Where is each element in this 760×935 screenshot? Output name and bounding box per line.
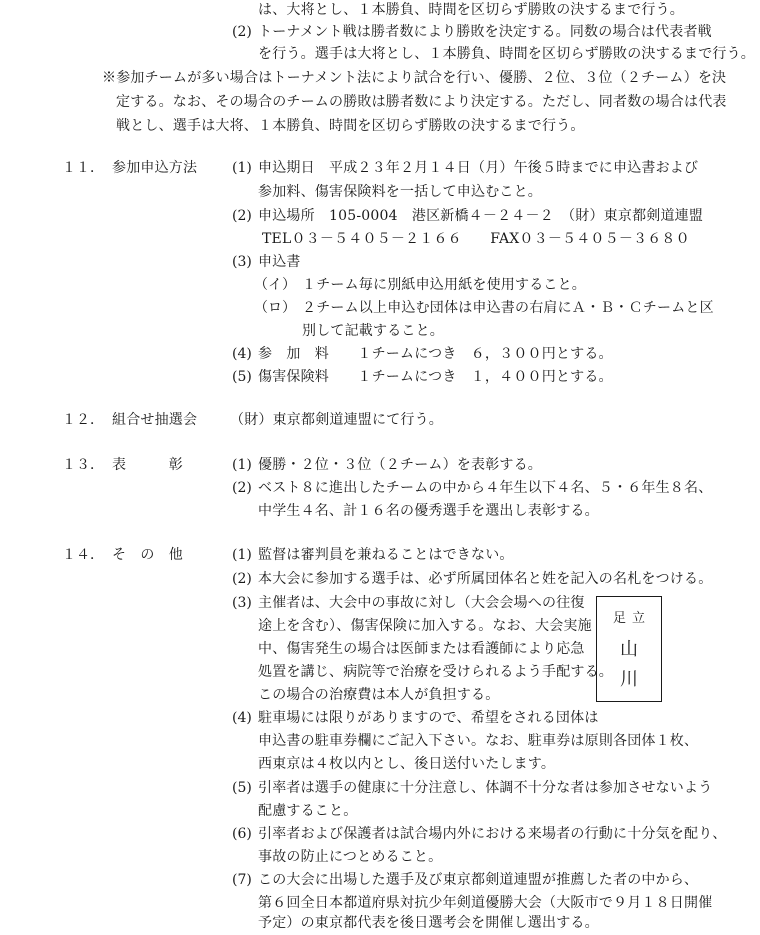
section-14-item-5-line-2: 配慮すること。 [258,803,358,819]
section-13-title: 表 彰 [112,457,183,473]
section-11-item-3b-mark: （ロ） [254,300,296,316]
section-11-item-3a-mark: （イ） [254,277,296,293]
section-14-item-4-line-1: 駐車場には限りがありますので、希望をされる団体は [258,710,599,726]
section-14-item-7-line-2: 第６回全日本都道府県対抗少年剣道優勝大会（大阪市で９月１８日開催 [258,895,713,911]
section-14-item-4-line-3: 西東京は４枚以内とし、後日送付いたします。 [258,756,556,772]
section-11-item-3b-line-1: ２チーム以上申込む団体は申込書の右肩にＡ・Ｂ・Ｃチームと区 [302,300,714,316]
section-14-item-3-line-3: 中、傷害発生の場合は医師または看護師により応急 [258,641,585,657]
section-14-title: そ の 他 [112,547,183,563]
section-14-item-1-text: 監督は審判員を兼ねることはできない。 [258,547,514,563]
section-11-item-2-line-2: TEL０３－５４０５－２１６６ FAX０３－５４０５－３６８０ [262,231,690,247]
section-13-item-2-line-2: 中学生４名、計１６名の優秀選手を選出し表彰する。 [258,503,599,519]
section-11-item-5-number: (5) [232,369,252,385]
section-14-item-4-number: (4) [232,710,252,726]
section-14-number: １４． [62,547,104,563]
section-11-item-1-line-1: 申込期日 平成２３年２月１４日（月）午後５時までに申込書および [258,160,699,176]
section-14-item-3-line-4: 処置を講じ、病院等で治療を受けられるよう手配する。 [258,664,613,680]
section-14-item-6-number: (6) [232,826,252,842]
section-14-item-5-line-1: 引率者は選手の健康に十分注意し、体調不十分な者は参加させないよう [258,780,713,796]
section-11-item-3a-text: １チーム毎に別紙申込用紙を使用すること。 [302,277,586,293]
top-item-2-line-2: を行う。選手は大将とし、１本勝負、時間を区切らず勝敗の決するまで行う。 [258,46,755,62]
section-11-title: 参加申込方法 [112,160,198,176]
section-14-item-6-line-2: 事故の防止につとめること。 [258,849,443,865]
section-14-item-7-number: (7) [232,872,252,888]
section-11-item-1-number: (1) [232,160,252,176]
section-14-item-5-number: (5) [232,780,252,796]
section-14-item-6-line-1: 引率者および保護者は試合場内外における来場者の行動に十分気を配り、 [258,826,727,842]
section-11-item-3-title: 申込書 [258,254,301,270]
section-14-item-7-line-1: この大会に出場した選手及び東京都剣道連盟が推薦した者の中から、 [258,872,699,888]
section-11-number: １１． [62,160,104,176]
section-13-item-1-number: (1) [232,457,252,473]
seal-name-bottom: 川 [620,669,638,690]
top-item-2-number: (2) [232,24,252,40]
section-11-item-2-line-1: 申込場所 105-0004 港区新橋４－２４－２ （財）東京都剣道連盟 [258,208,704,224]
seal-label: 足立 [612,611,651,626]
section-11-item-2-number: (2) [232,208,252,224]
name-seal-box [596,596,662,702]
section-13-number: １３． [62,457,104,473]
top-item-2-line-1: トーナメント戦は勝者数により勝敗を決定する。同数の場合は代表者戦 [258,24,712,40]
top-line-1: は、大将とし、１本勝負、時間を区切らず勝敗の決するまで行う。 [258,2,684,18]
section-11-item-1-line-2: 参加料、傷害保険料を一括して申込むこと。 [258,184,542,200]
section-14-item-3-line-2: 途上を含む）、傷害保険に加入する。なお、大会実施 [258,618,592,634]
section-14-item-1-number: (1) [232,547,252,563]
note-line-3: 戦とし、選手は大将、１本勝負、時間を区切らず勝敗の決するまで行う。 [116,118,585,134]
section-11-item-4-text: 参 加 料 １チームにつき ６，３００円とする。 [258,346,613,362]
section-14-item-7-line-3: 予定）の東京都代表を後日選考会を開催し選出する。 [258,915,599,931]
section-12-number: １２． [62,412,104,428]
seal-name-top: 山 [620,639,638,660]
section-14-item-3-line-1: 主催者は、大会中の事故に対し（大会会場への往復 [258,595,585,611]
section-11-item-3b-line-2: 別して記載すること。 [302,323,444,339]
section-14-item-2-number: (2) [232,571,252,587]
section-13-item-1-text: 優勝・２位・３位（２チーム）を表彰する。 [258,457,542,473]
note-line-1: ※参加チームが多い場合はトーナメント法により試合を行い、優勝、２位、３位（２チーム）を決 [102,70,727,86]
section-11-item-5-text: 傷害保険料 １チームにつき １，４００円とする。 [258,369,613,385]
note-line-2: 定する。なお、その場合のチームの勝敗は勝者数により決定する。ただし、同者数の場合は代表 [116,94,727,110]
section-14-item-4-line-2: 申込書の駐車券欄にご記入下さい。なお、駐車券は原則各団体１枚、 [258,733,699,749]
section-12-title: 組合せ抽選会 [112,412,198,428]
section-14-item-2-text: 本大会に参加する選手は、必ず所属団体名と姓を記入の名札をつける。 [258,571,713,587]
section-12-text: （財）東京都剣道連盟にて行う。 [230,412,443,428]
section-13-item-2-number: (2) [232,480,252,496]
section-11-item-4-number: (4) [232,346,252,362]
section-13-item-2-line-1: ベスト８に進出したチームの中から４年生以下４名、５・６年生８名、 [258,480,713,496]
section-11-item-3-number: (3) [232,254,252,270]
section-14-item-3-number: (3) [232,595,252,611]
section-14-item-3-line-5: この場合の治療費は本人が負担する。 [258,687,500,703]
